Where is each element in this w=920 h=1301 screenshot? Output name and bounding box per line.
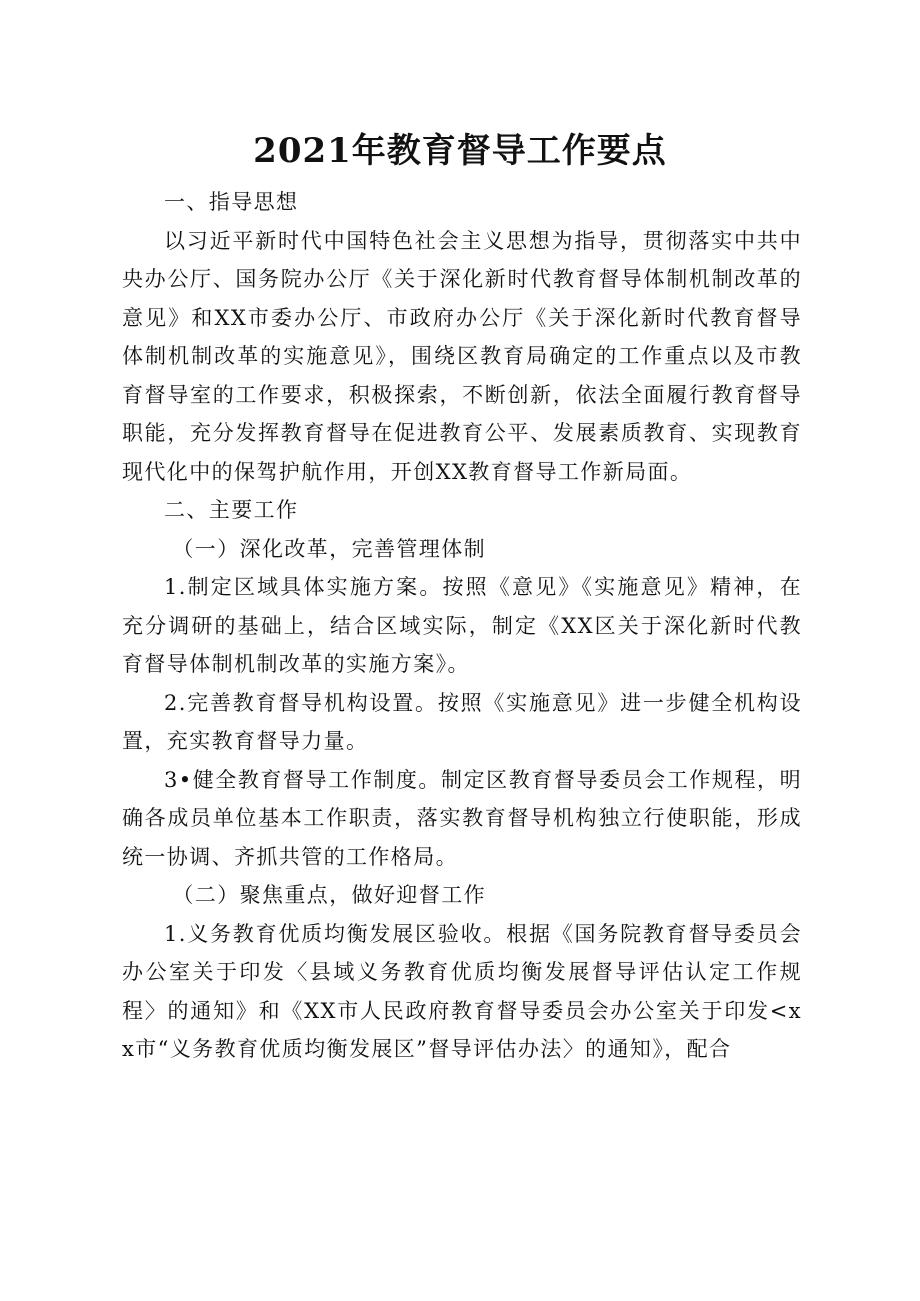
section-heading-main-work: 二、主要工作	[164, 498, 299, 522]
subsection-heading-focus: （二）聚焦重点，做好迎督工作	[172, 883, 486, 907]
item-institution-setup: 2.完善教育督导机构设置。按照《实施意见》进一步健全机构设置，充实教育督导力量。	[122, 690, 802, 753]
section-heading-guiding-thought: 一、指导思想	[164, 190, 299, 214]
item-work-system: 3•健全教育督导工作制度。制定区教育督导委员会工作规程，明确各成员单位基本工作职责，落实教育督导机构独立行使职能，形成统一协调、齐抓共管的工作格局。	[122, 767, 802, 869]
item-compulsory-education-acceptance: 1.义务教育优质均衡发展区验收。根据《国务院教育督导委员会办公室关于印发〈县域义务教育优质均衡发展督导评估认定工作规程〉的通知》和《XX市人民政府教育督导委员会办公室关于印发<xx市“义务教育优质均衡发展区”督导评估办法〉的通知》，配合	[122, 921, 802, 1061]
guiding-thought-paragraph: 以习近平新时代中国特色社会主义思想为指导，贯彻落实中共中央办公厅、国务院办公厅《关于深化新时代教育督导体制机制改革的意见》和XX市委办公厅、市政府办公厅《关于深化新时代教育督导体制机制改革的实施意见》，围绕区教育局确定的工作重点以及市教育督导室的工作要求，积极探索，不断创新，依法全面履行教育督导职能，充分发挥教育督导在促进教育公平、发展素质教育、实现教育现代化中的保驾护航作用，开创XX教育督导工作新局面。	[122, 228, 802, 484]
subsection-heading-reform: （一）深化改革，完善管理体制	[172, 536, 486, 561]
document-title: 2021年教育督导工作要点	[253, 131, 667, 171]
item-implementation-plan: 1.制定区域具体实施方案。按照《意见》《实施意见》精神，在充分调研的基础上，结合区域实际，制定《XX区关于深化新时代教育督导体制机制改革的实施方案》。	[122, 575, 802, 676]
document-body	[122, 183, 802, 1069]
